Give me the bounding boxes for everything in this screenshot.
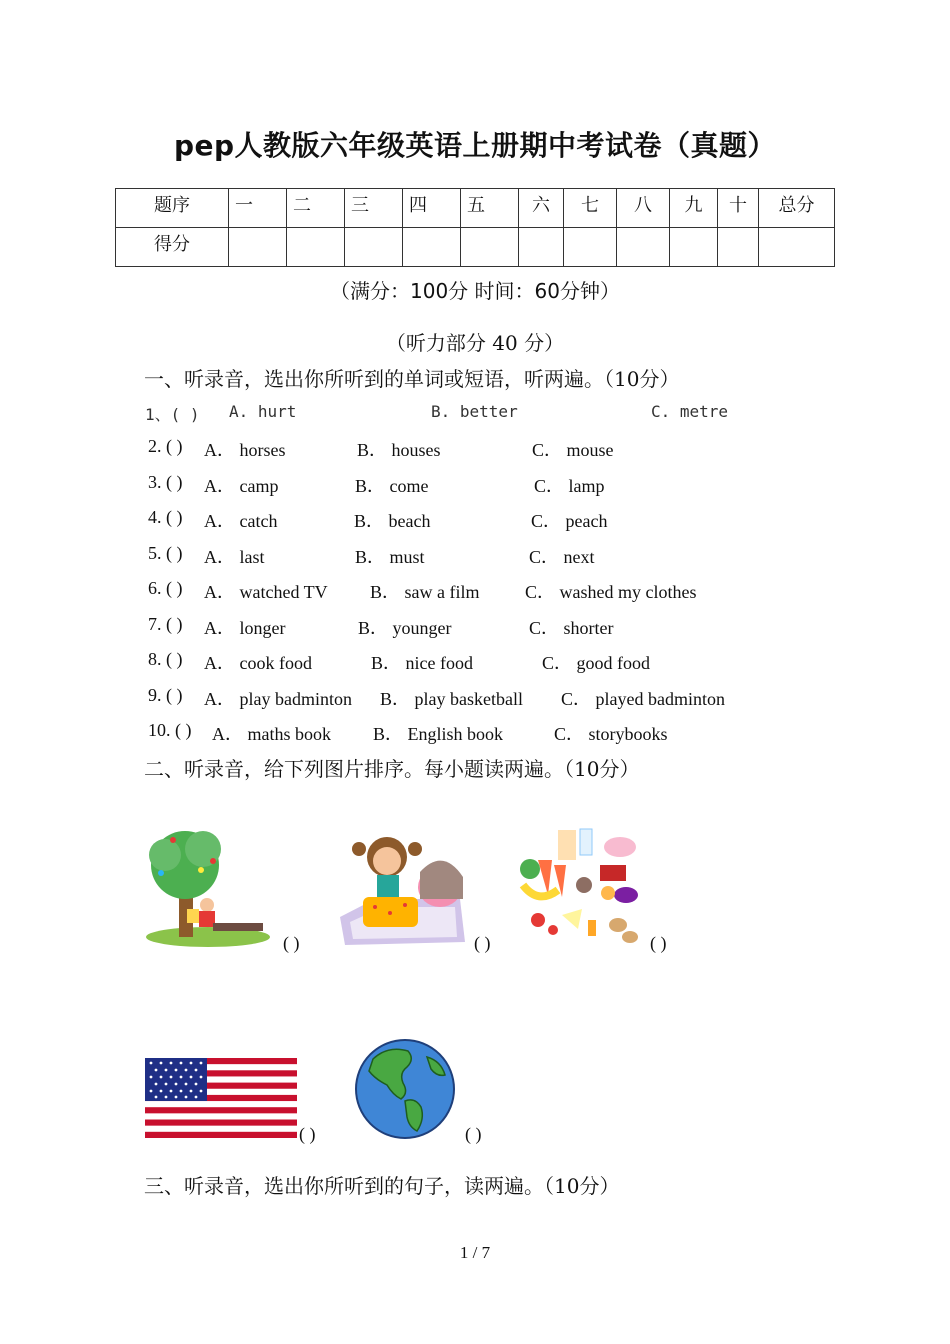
score-cell-header: 五	[461, 189, 519, 228]
score-cell[interactable]	[759, 228, 835, 267]
option-b: B． nice food	[371, 653, 473, 673]
question-row	[148, 436, 768, 462]
listening-part-label: （听力部分 40 分）	[385, 331, 565, 355]
question-row	[148, 720, 768, 746]
option-b: B． beach	[354, 511, 431, 531]
section-3-heading: 三、听录音，选出你所听到的句子，读两遍。（10分）	[144, 1174, 620, 1198]
option-a: A． longer	[204, 618, 286, 638]
option-a: A． last	[204, 547, 265, 567]
option-b: B． must	[355, 547, 425, 567]
score-cell[interactable]	[287, 228, 345, 267]
question-number[interactable]: 1、( )	[145, 405, 200, 424]
option-a: A． horses	[204, 440, 286, 460]
option-b: B． houses	[357, 440, 441, 460]
question-row	[148, 614, 768, 640]
option-b: B． play basketball	[380, 689, 523, 709]
score-cell-header: 总分	[759, 189, 835, 228]
option-c: C． washed my clothes	[525, 582, 697, 602]
score-cell[interactable]	[519, 228, 564, 267]
score-table	[115, 188, 835, 267]
question-row	[148, 649, 768, 675]
score-cell[interactable]	[564, 228, 617, 267]
answer-blank[interactable]: ( )	[465, 1124, 482, 1144]
page-title: pep人教版六年级英语上册期中考试卷（真题）	[173, 129, 777, 162]
score-cell-header: 题序	[116, 189, 229, 228]
question-number[interactable]: 6. ( )	[148, 578, 183, 598]
option-a: A． cook food	[204, 653, 312, 673]
score-cell[interactable]	[345, 228, 403, 267]
score-cell-header: 三	[345, 189, 403, 228]
food-image	[518, 825, 643, 950]
score-cell-header: 十	[718, 189, 759, 228]
exam-info: （满分：100分 时间：60分钟）	[330, 279, 620, 303]
tree-reading-image	[143, 825, 278, 950]
earth-globe-image	[353, 1037, 457, 1141]
answer-blank[interactable]: ( )	[283, 933, 300, 953]
score-cell[interactable]	[670, 228, 718, 267]
american-flag-image	[145, 1058, 297, 1138]
score-cell-header: 四	[403, 189, 461, 228]
page-number: 1 / 7	[459, 1243, 491, 1262]
option-b: B． come	[355, 476, 429, 496]
score-cell[interactable]	[229, 228, 287, 267]
score-cell-header: 七	[564, 189, 617, 228]
option-a: A． camp	[204, 476, 279, 496]
score-table-score-row	[116, 228, 835, 267]
score-table-header-row	[116, 189, 835, 228]
option-c: C． good food	[542, 653, 650, 673]
question-number[interactable]: 5. ( )	[148, 543, 183, 563]
score-cell[interactable]	[461, 228, 519, 267]
option-c: C． lamp	[534, 476, 605, 496]
score-cell[interactable]	[718, 228, 759, 267]
option-c: C． mouse	[532, 440, 614, 460]
question-number[interactable]: 2. ( )	[148, 436, 183, 456]
question-number[interactable]: 10. ( )	[148, 720, 192, 740]
question-row	[148, 685, 788, 711]
question-number[interactable]: 7. ( )	[148, 614, 183, 634]
section-2-heading: 二、听录音，给下列图片排序。每小题读两遍。（10分）	[144, 757, 640, 781]
option-b: B． saw a film	[370, 582, 480, 602]
option-c: C． shorter	[529, 618, 614, 638]
score-cell-header: 一	[229, 189, 287, 228]
score-cell-header: 二	[287, 189, 345, 228]
option-c: C． peach	[531, 511, 608, 531]
question-row	[148, 472, 768, 498]
option-c: C. metre	[651, 402, 729, 421]
option-a: A． catch	[204, 511, 278, 531]
option-a: A． maths book	[212, 724, 331, 744]
option-a: A． watched TV	[204, 582, 328, 602]
option-b: B． English book	[373, 724, 504, 744]
score-row-label: 得分	[116, 228, 229, 267]
question-number[interactable]: 8. ( )	[148, 649, 183, 669]
option-c: C． storybooks	[554, 724, 668, 744]
score-cell[interactable]	[617, 228, 670, 267]
question-row	[145, 402, 765, 428]
score-cell-header: 九	[670, 189, 718, 228]
option-c: C． next	[529, 547, 595, 567]
option-a: A． play badminton	[204, 689, 352, 709]
score-cell-header: 六	[519, 189, 564, 228]
question-row	[148, 543, 768, 569]
section-1-heading: 一、听录音，选出你所听到的单词或短语，听两遍。（10分）	[144, 367, 680, 391]
answer-blank[interactable]: ( )	[474, 933, 491, 953]
question-number[interactable]: 3. ( )	[148, 472, 183, 492]
option-a: A. hurt	[229, 402, 297, 421]
question-row	[148, 578, 768, 604]
question-number[interactable]: 9. ( )	[148, 685, 183, 705]
question-number[interactable]: 4. ( )	[148, 507, 183, 527]
answer-blank[interactable]: ( )	[299, 1124, 316, 1144]
answer-blank[interactable]: ( )	[650, 933, 667, 953]
score-cell-header: 八	[617, 189, 670, 228]
option-c: C． played badminton	[561, 689, 725, 709]
girl-bed-image	[335, 827, 470, 952]
score-cell[interactable]	[403, 228, 461, 267]
question-row	[148, 507, 768, 533]
option-b: B. better	[431, 402, 518, 421]
option-b: B． younger	[358, 618, 452, 638]
